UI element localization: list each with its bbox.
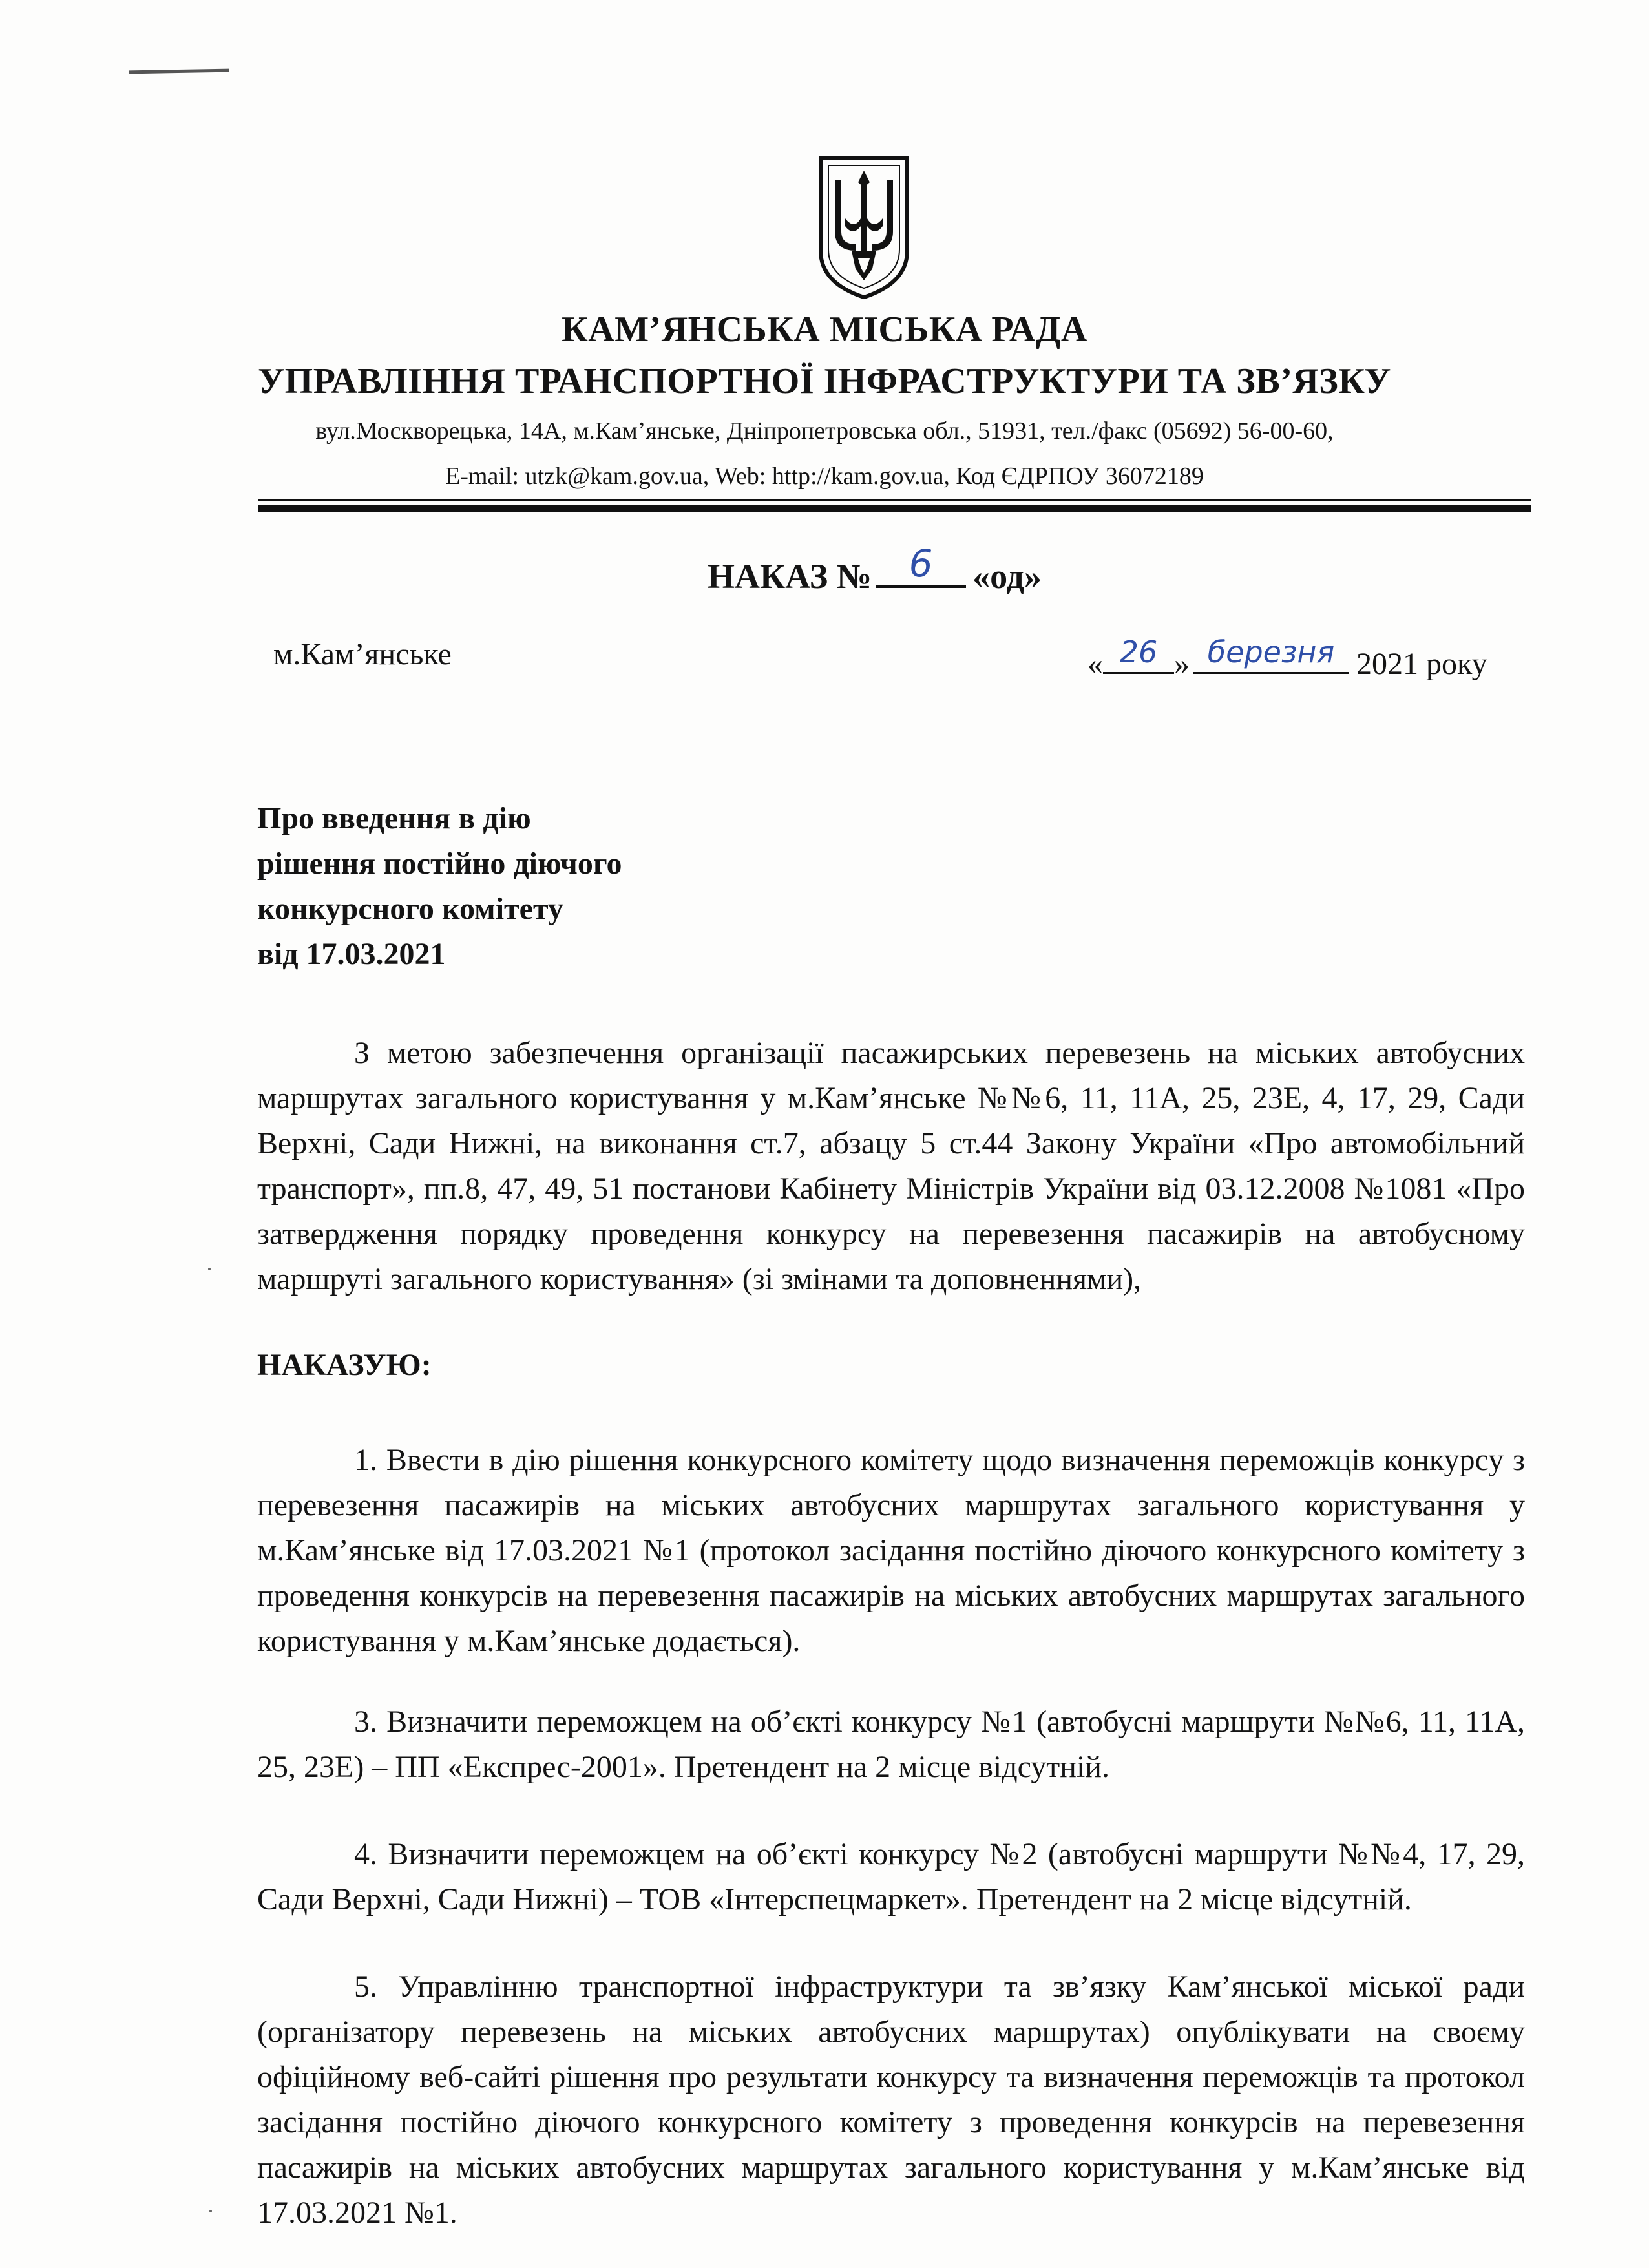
scan-mark <box>129 69 229 74</box>
department-name: УПРАВЛІННЯ ТРАНСПОРТНОЇ ІНФРАСТРУКТУРИ ТА ЗВ’ЯЗКУ <box>258 361 1391 401</box>
date-month-handwritten: березня <box>1207 635 1335 669</box>
preamble-paragraph: З метою забезпечення організації пасажирських перевезень на міських автобусних маршрутах загального користування у м.Кам’янське №№6, 11, 11А, 25, 23Е, 4, 17, 29, Сади Верхні, Сади Нижні, на виконання ст.7, абзацу 5 ст.44 Закону України «Про автомобільний транспорт», пп.8, 47, 49, 51 постанови Кабінету Міністрів України від 03.12.2008 №1081 «Про затвердження порядку проведення конкурсу на перевезення пасажирів на автобусному маршруті загального користування» (зі змінами та доповненнями), <box>257 1036 1525 1296</box>
title-line: конкурсного комітету <box>257 892 563 926</box>
title-line: рішення постійно діючого <box>257 846 622 881</box>
title-line: від 17.03.2021 <box>257 937 446 971</box>
scan-speck <box>209 2210 212 2212</box>
department-contacts: E-mail: utzk@kam.gov.ua, Web: http://kam.gov.ua, Код ЄДРПОУ 36072189 <box>445 463 1204 490</box>
order-number-field <box>876 541 966 588</box>
order-title <box>257 796 622 977</box>
order-item: 3. Визначити переможцем на об’єкті конкурсу №1 (автобусні маршрути №№6, 11, 11А, 25, 23Е) – ПП «Експрес-2001». Претендент на 2 місце відсутній. <box>257 1705 1525 1784</box>
date-day-field <box>1103 635 1174 674</box>
order-number-handwritten: 6 <box>909 541 933 585</box>
date-open-quote: « <box>1087 647 1103 681</box>
order-item: 5. Управлінню транспортної інфраструктури та зв’язку Кам’янської міської ради (організатору перевезень на міських автобусних маршрутах) опублікувати на своєму офіційному веб-сайті рішення про результати конкурсу та визначення переможців та протокол засідання постійно діючого конкурсного комітету з проведення конкурсів на перевезення пасажирів на міських автобусних маршрутах загального користування у м.Кам’янське від 17.03.2021 №1. <box>257 1969 1525 2230</box>
order-suffix: «од» <box>972 557 1042 596</box>
trident-coat-of-arms-icon <box>815 154 912 301</box>
date-close-quote: » <box>1174 647 1190 681</box>
place-of-issue: м.Кам’янське <box>273 637 452 671</box>
order-label: НАКАЗ № <box>708 557 872 596</box>
scan-speck <box>208 1268 211 1270</box>
order-heading <box>708 541 1042 596</box>
header-divider-thin <box>258 499 1531 501</box>
order-item: 4. Визначити переможцем на об’єкті конкурсу №2 (автобусні маршрути №№4, 17, 29, Сади Верхні, Сади Нижні) – ТОВ «Інтерспецмаркет». Претендент на 2 місце відсутній. <box>257 1837 1525 1916</box>
date-year: 2021 року <box>1349 647 1487 681</box>
ordering-word: НАКАЗУЮ: <box>257 1348 432 1382</box>
department-address: вул.Москворецька, 14А, м.Кам’янське, Дніпропетровська обл., 51931, тел./факс (05692) 56-00-60, <box>315 417 1334 445</box>
order-date <box>1087 635 1487 682</box>
date-day-handwritten: 26 <box>1119 635 1158 669</box>
header-divider-thick <box>258 505 1531 512</box>
council-name: КАМ’ЯНСЬКА МІСЬКА РАДА <box>562 310 1087 350</box>
date-month-field <box>1193 635 1349 674</box>
title-line: Про введення в дію <box>257 801 531 835</box>
order-item: 1. Ввести в дію рішення конкурсного комітету щодо визначення переможців конкурсу з перевезення пасажирів на міських автобусних маршрутах загального користування у м.Кам’янське від 17.03.2021 №1 (протокол засідання постійно діючого конкурсного комітету з проведення конкурсів на перевезення пасажирів на міських автобусних маршрутах загального користування у м.Кам’янське додається). <box>257 1443 1525 1658</box>
